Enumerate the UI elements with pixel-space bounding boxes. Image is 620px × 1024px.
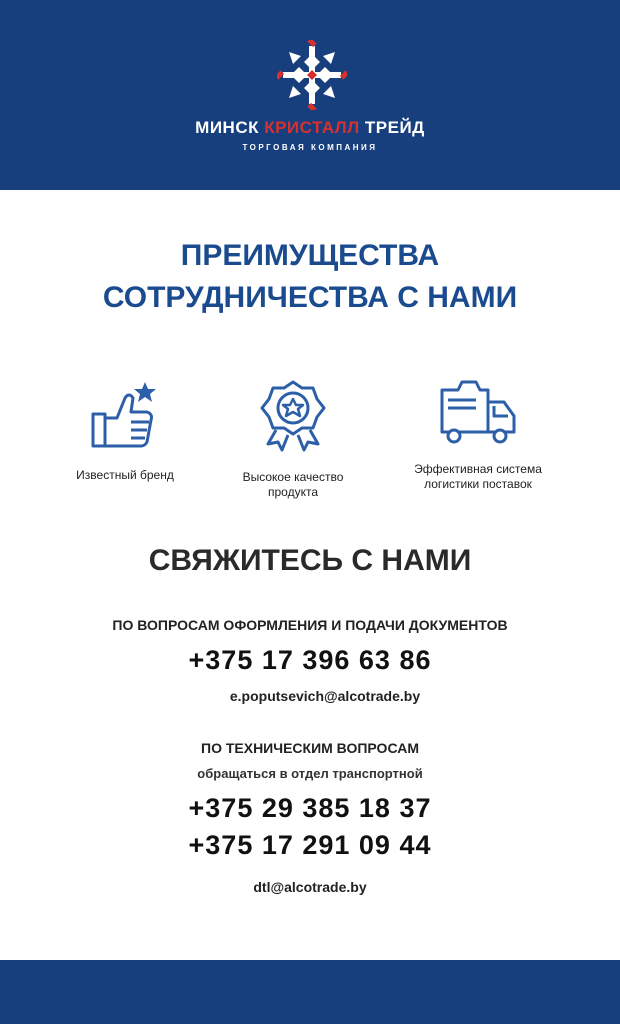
docs-heading: ПО ВОПРОСАМ ОФОРМЛЕНИЯ И ПОДАЧИ ДОКУМЕНТОВ [112, 617, 508, 633]
feature-label-line1: Высокое качество [242, 470, 344, 484]
feature-label: Известный бренд [76, 468, 174, 482]
feature-label-line2: логистики поставок [424, 477, 532, 491]
tech-phone-1[interactable]: +375 29 385 18 37 [188, 793, 432, 823]
tech-phone-2[interactable]: +375 17 291 09 44 [188, 830, 432, 860]
tech-note: обращаться в отдел транспортной [197, 766, 423, 781]
brand-accent: КРИСТАЛЛ [264, 118, 360, 137]
feature-label [213, 470, 373, 500]
tech-email[interactable]: dtl@alcotrade.by [253, 879, 367, 895]
advantages-title-line2: СОТРУДНИЧЕСТВА С НАМИ [102, 281, 518, 314]
docs-email[interactable]: e.poputsevich@alcotrade.by [229, 688, 421, 704]
feature-quality [213, 378, 373, 500]
feature-label-line2: продукта [267, 485, 318, 499]
header-banner [0, 0, 620, 190]
feature-label [398, 462, 558, 492]
feature-logistics [398, 378, 558, 492]
docs-phone[interactable]: +375 17 396 63 86 [188, 645, 432, 675]
thumbs-up-star-icon [87, 378, 163, 452]
brand-part2: ТРЕЙД [364, 118, 425, 137]
advantages-title-line1: ПРЕИМУЩЕСТВА [180, 239, 440, 272]
footer-banner [0, 960, 620, 1024]
feature-label-line1: Эффективная система [414, 462, 542, 476]
quality-badge-icon [258, 378, 328, 452]
brand-part1: МИНСК [195, 118, 259, 137]
delivery-truck-icon [436, 378, 520, 448]
tech-heading: ПО ТЕХНИЧЕСКИМ ВОПРОСАМ [201, 740, 419, 756]
contacts-title: СВЯЖИТЕСЬ С НАМИ [148, 544, 472, 577]
snowflake-logo-icon [277, 40, 347, 110]
brand-tagline: ТОРГОВАЯ КОМПАНИЯ [242, 143, 378, 152]
feature-known-brand [45, 378, 205, 483]
brand-name [0, 118, 620, 138]
